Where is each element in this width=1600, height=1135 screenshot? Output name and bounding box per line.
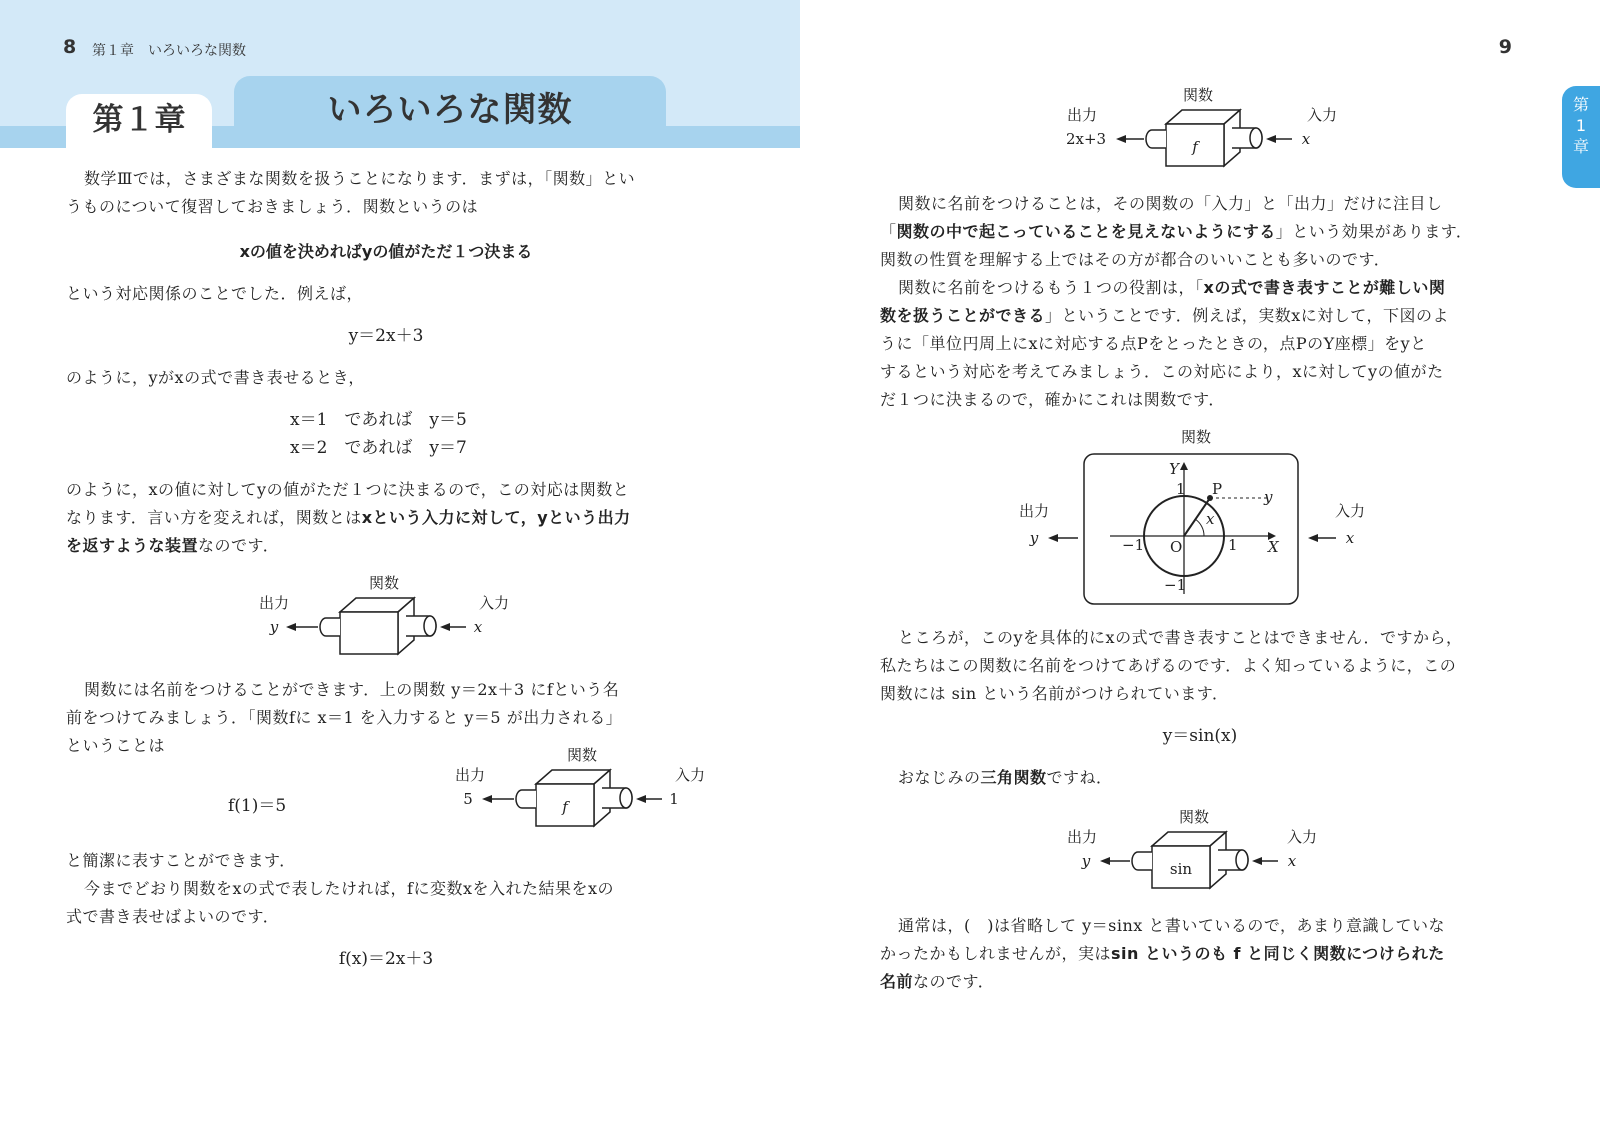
equation: f(x)＝2x＋3 — [338, 949, 434, 969]
input-value: x — [1345, 529, 1355, 547]
paragraph-line: 関数には sin という名前がつけられています． — [880, 684, 1229, 703]
paragraph-line — [880, 218, 1472, 246]
text-run: 「 — [880, 222, 897, 241]
text-run: なのです． — [913, 972, 995, 991]
paragraph-line — [898, 274, 1445, 302]
paragraph-line — [880, 302, 1449, 330]
point-p-label: P — [1212, 480, 1223, 498]
paragraph-line: 私たちはこの関数に名前をつけてあげるのです．よく知っているように，この — [880, 656, 1457, 675]
output-label: 出力 — [1066, 106, 1098, 124]
arrow-left-icon — [286, 623, 296, 631]
function-name: sin — [1169, 860, 1193, 878]
output-value: 2x+3 — [1065, 130, 1107, 148]
arrow-left-icon — [440, 623, 450, 631]
tick-label: 1 — [1176, 480, 1186, 498]
input-label: 入力 — [674, 766, 706, 784]
input-label: 入力 — [478, 594, 510, 612]
paragraph-line: 今までどおり関数をxの式で表したければ，fに変数xを入れた結果をxの — [84, 879, 614, 898]
text-run: 」という効果があります． — [1275, 222, 1473, 241]
paragraph-line: 通常は，( )は省略して y＝sinx と書いているので，あまり意識していな — [898, 916, 1446, 935]
bold-run: xという入力に対して，yという出力 — [361, 508, 631, 527]
text-run: 関数に名前をつけるもう１つの役割は，「 — [898, 278, 1204, 297]
text-run: 」ということです．例えば，実数xに対して，下図のよ — [1045, 306, 1449, 325]
side-tab-char: 章 — [1572, 137, 1589, 156]
output-label: 出力 — [454, 766, 486, 784]
input-value: x — [473, 618, 483, 636]
output-value: 5 — [463, 790, 473, 808]
arrow-left-icon — [1116, 135, 1126, 143]
bold-run: 数を扱うことができる — [880, 306, 1046, 325]
paragraph-line: ということは — [66, 736, 166, 755]
output-value: y — [269, 618, 279, 636]
paragraph-line: のように，xの値に対してyの値がただ１つに決まるので，この対応は関数と — [66, 480, 630, 499]
arrow-left-icon — [1100, 857, 1110, 865]
y-axis-label: Y — [1169, 460, 1179, 478]
output-label: 出力 — [1066, 828, 1098, 846]
input-value: x — [1301, 130, 1311, 148]
input-label: 入力 — [1286, 828, 1318, 846]
diagram-title: 関数 — [368, 574, 400, 592]
equation: y＝2x＋3 — [348, 326, 424, 346]
emphasis-statement: xの値を決めればyの値がただ１つ決まる — [239, 242, 533, 261]
bold-run: sin というのも f と同じく関数につけられた — [1111, 944, 1445, 963]
paragraph-line: 数学Ⅲでは，さまざまな関数を扱うことになります．まずは，「関数」とい — [84, 169, 636, 188]
input-value: x — [1287, 852, 1297, 870]
paragraph-line: 関数に名前をつけることは，その関数の「入力」と「出力」だけに注目し — [898, 194, 1443, 213]
paragraph-line: 関数の性質を理解する上ではその方が都合のいいことも多いのです． — [880, 250, 1391, 269]
bold-run: 関数の中で起こっていることを見えないようにする — [896, 222, 1276, 241]
function-machine-diagram — [450, 742, 710, 842]
diagram-title: 関数 — [1182, 86, 1214, 104]
bold-run: 三角関数 — [980, 768, 1047, 787]
paragraph-line: うものについて復習しておきましょう．関数というのは — [66, 197, 479, 216]
running-head: 第１章 いろいろな関数 — [92, 43, 246, 59]
text-run: ですね． — [1046, 768, 1113, 787]
arrow-left-icon — [1308, 534, 1318, 542]
chapter-title: いろいろな関数 — [327, 90, 573, 130]
bold-run: xの式で書き表すことが難しい関 — [1203, 278, 1446, 297]
arrow-left-icon — [636, 795, 646, 803]
paragraph-line: うに「単位円周上にxに対応する点Pをとったときの，点PのY座標」をyと — [880, 334, 1427, 353]
x-axis-label: X — [1268, 538, 1279, 556]
arrow-left-icon — [1266, 135, 1276, 143]
chapter-side-tab — [1562, 86, 1600, 188]
tick-label: 1 — [1228, 536, 1238, 554]
origin-label: O — [1170, 538, 1183, 556]
paragraph-line: という対応関係のことでした．例えば， — [66, 284, 364, 303]
bold-run: を返すような装置 — [66, 536, 199, 555]
function-box — [1084, 454, 1298, 604]
page-number-right: 9 — [1498, 36, 1512, 58]
diagram-title: 関数 — [1180, 428, 1212, 446]
arrow-left-icon — [1252, 857, 1262, 865]
diagram-title: 関数 — [566, 746, 598, 764]
input-label: 入力 — [1334, 502, 1366, 520]
paragraph-line: だ１つに決まるので，確かにこれは関数です． — [880, 390, 1225, 409]
cube-front — [340, 612, 398, 654]
text-run: なります．言い方を変えれば，関数とは — [66, 508, 362, 527]
chapter-label: 第１章 — [66, 94, 212, 160]
paragraph-line — [880, 968, 994, 996]
paragraph-line: 式で書き表せばよいのです． — [66, 907, 280, 926]
function-machine-diagram — [1062, 804, 1342, 904]
paragraph-line: するという対応を考えてみましょう．この対応により，xに対してyの値がた — [880, 362, 1444, 381]
text-run: おなじみの — [898, 768, 981, 787]
arrow-left-icon — [1048, 534, 1058, 542]
output-pipe — [320, 618, 340, 636]
page-number-left: 8 — [63, 36, 77, 58]
paragraph-line — [66, 504, 631, 532]
text-run: なのです． — [198, 536, 280, 555]
right-page — [800, 0, 1600, 1135]
equation: x＝2 であれば y＝7 — [290, 438, 467, 458]
arrow-left-icon — [482, 795, 492, 803]
equation: y＝sin(x) — [1162, 726, 1238, 746]
paragraph-line: 前をつけてみましょう．「関数fに x＝1 を入力すると y＝5 が出力される」 — [66, 708, 623, 727]
input-value: 1 — [669, 790, 679, 808]
equation: x＝1 であれば y＝5 — [290, 410, 467, 430]
y-value-label: y — [1264, 488, 1273, 506]
output-value: y — [1081, 852, 1091, 870]
function-machine-diagram — [1056, 82, 1346, 182]
paragraph-line: ところが，このyを具体的にxの式で書き表すことはできません．ですから， — [898, 628, 1463, 647]
paragraph-line — [880, 940, 1445, 968]
angle-label: x — [1206, 510, 1215, 528]
paragraph-line: と簡潔に表すことができます． — [66, 851, 296, 870]
function-name: f — [562, 798, 568, 816]
tick-label: −1 — [1122, 536, 1145, 554]
output-value: y — [1029, 529, 1039, 547]
output-label: 出力 — [258, 594, 290, 612]
bold-run: 名前 — [880, 972, 914, 991]
tick-label: −1 — [1164, 576, 1187, 594]
side-tab-char: 1 — [1575, 116, 1587, 135]
output-label: 出力 — [1018, 502, 1050, 520]
input-label: 入力 — [1306, 106, 1338, 124]
paragraph-line: 関数には名前をつけることができます．上の関数 y＝2x＋3 にfという名 — [84, 680, 620, 699]
diagram-title: 関数 — [1178, 808, 1210, 826]
paragraph-line — [898, 764, 1113, 792]
function-machine-diagram — [254, 570, 514, 670]
unit-circle-function-diagram — [1010, 422, 1390, 622]
paragraph-line: のように，yがxの式で書き表せるとき， — [66, 368, 365, 387]
paragraph-line — [66, 532, 279, 560]
function-name: f — [1192, 138, 1198, 156]
side-tab-char: 第 — [1572, 95, 1589, 114]
equation: f(1)＝5 — [228, 796, 287, 816]
text-run: かったかもしれませんが，実は — [880, 944, 1112, 963]
